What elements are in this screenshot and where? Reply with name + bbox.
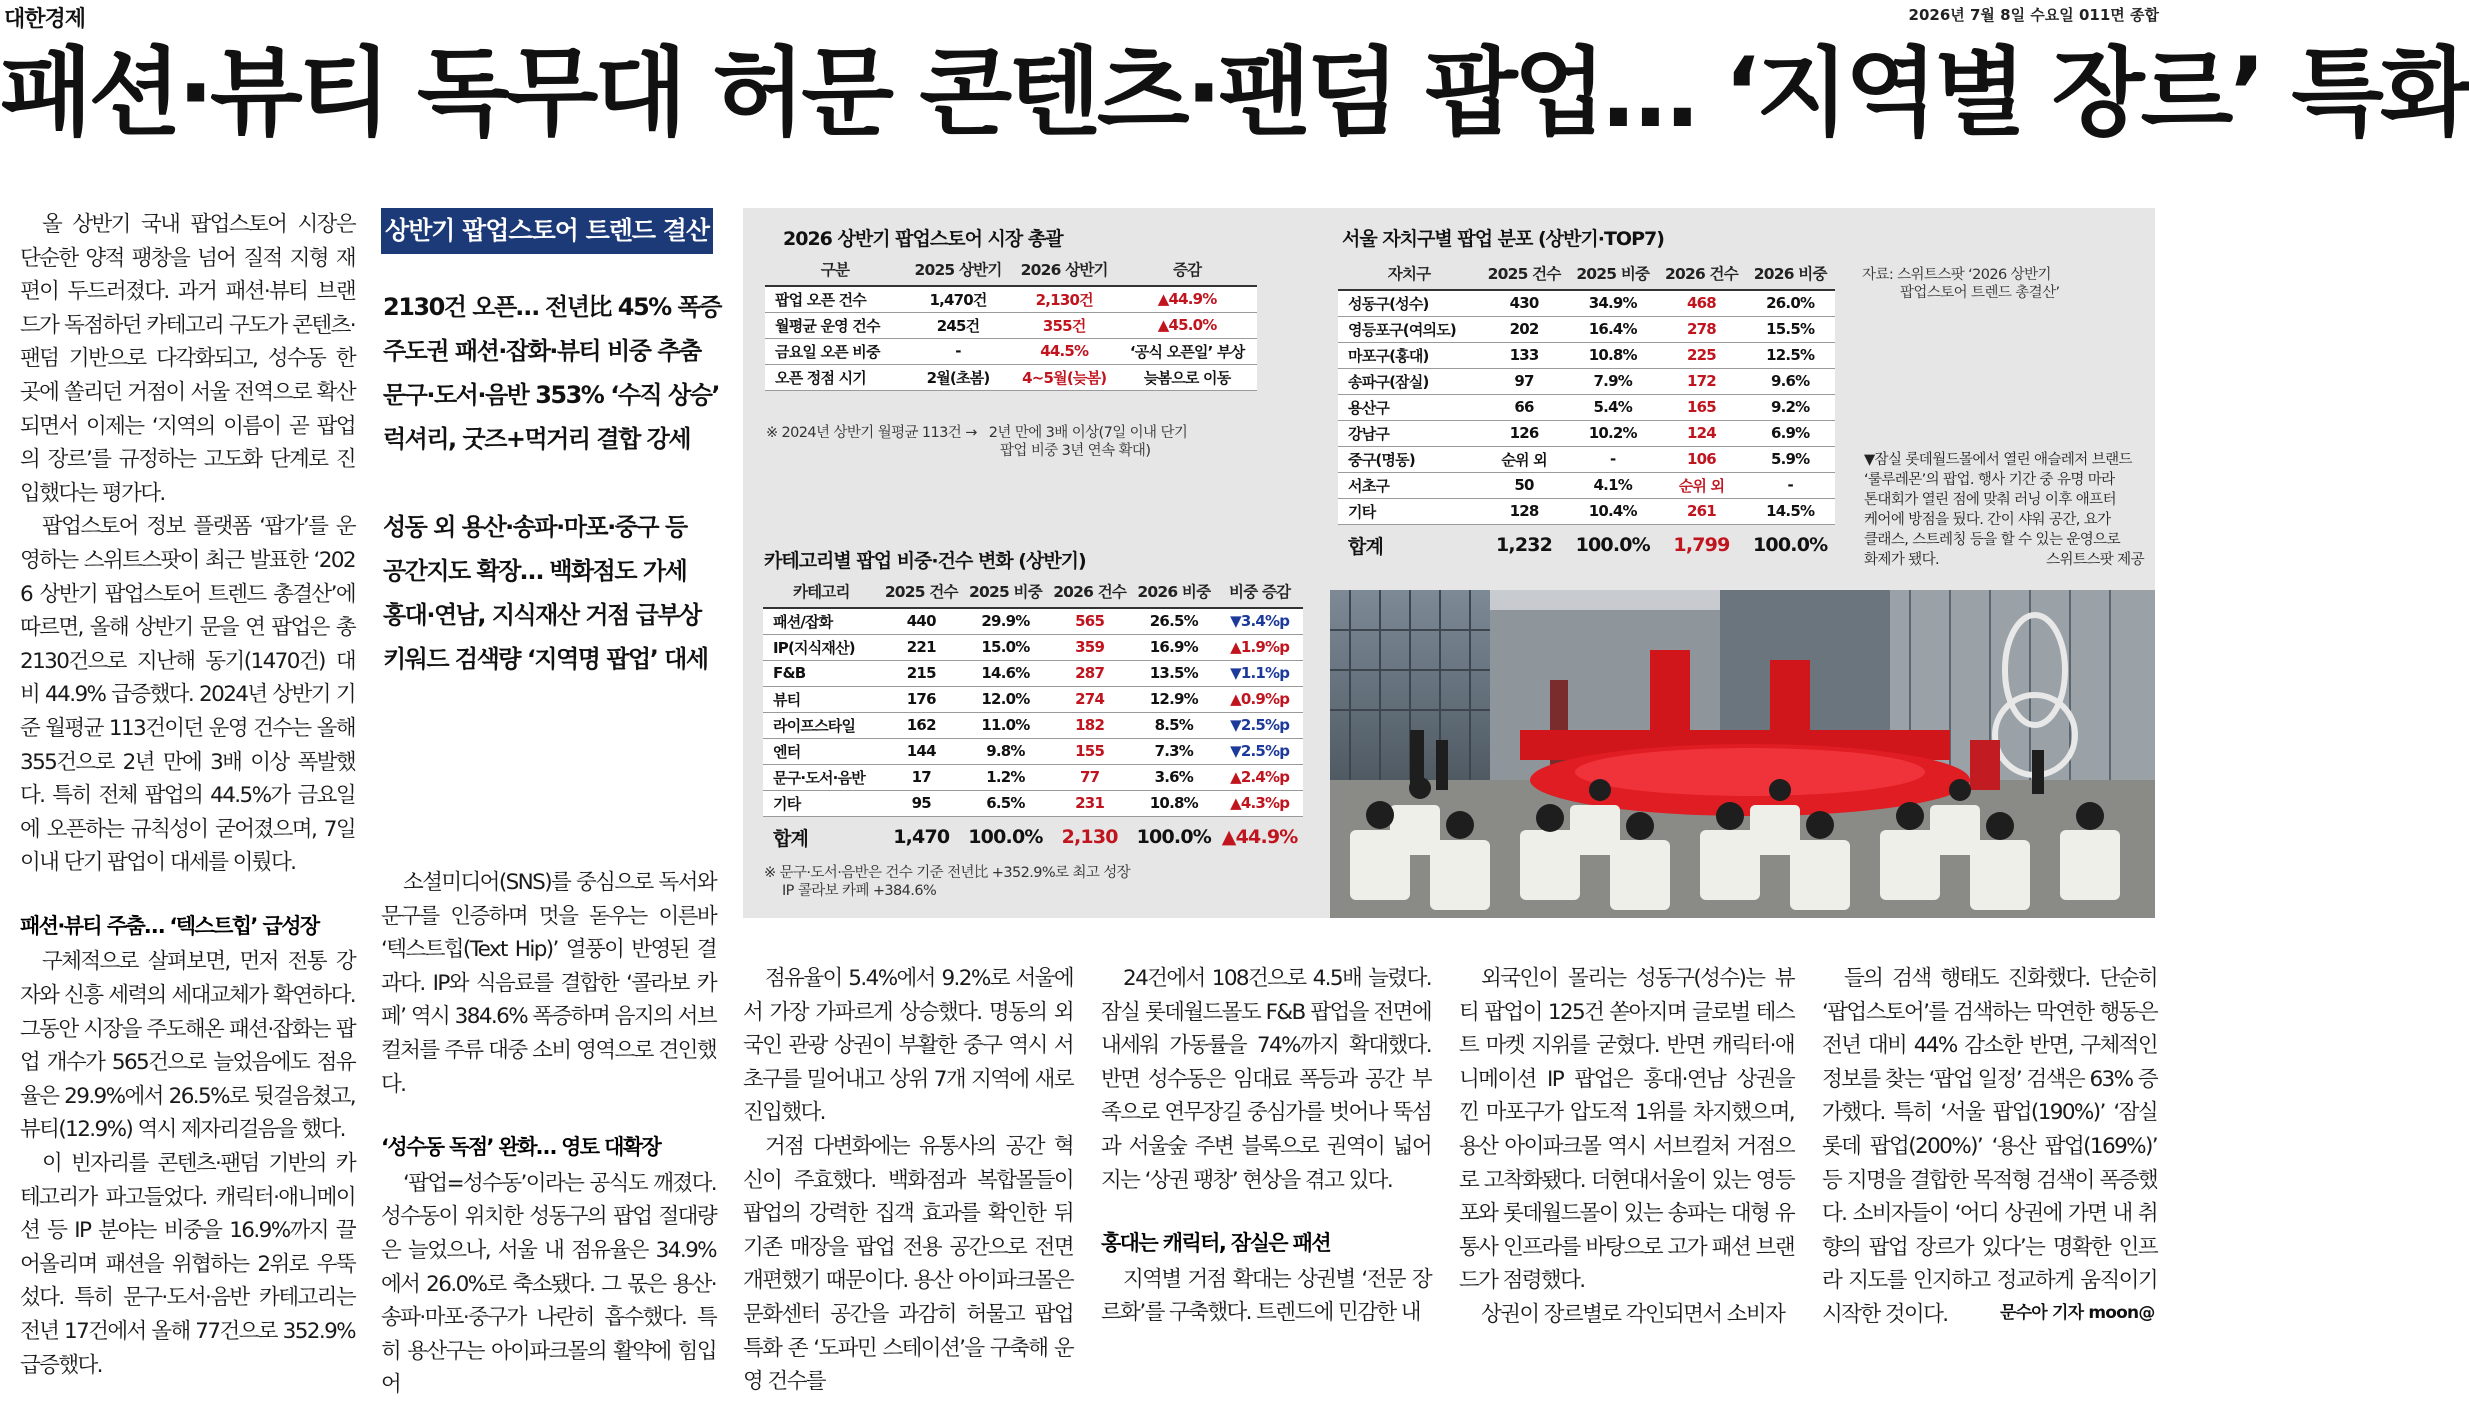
table-cell: 영등포구(여의도) [1338, 316, 1480, 342]
column-header: 비중 증감 [1216, 574, 1303, 608]
table-row [763, 686, 1303, 712]
table-cell: 15.5% [1745, 316, 1835, 342]
section-subhead: 홍대는 캐릭터, 잠실은 패션 [1101, 1231, 1331, 1256]
table-cell: 565 [1048, 608, 1131, 634]
trend-box-title: 상반기 팝업스토어 트렌드 결산 [381, 208, 713, 254]
article-column-2 [381, 866, 716, 1402]
table-cell: 355건 [1011, 312, 1117, 338]
byline: 문수아 기자 moon@ [2000, 1303, 2155, 1323]
photo-credit: 스위트스팟 제공 [2046, 552, 2144, 568]
table-cell: 10.8% [1131, 790, 1216, 816]
body-paragraph: 이 빈자리를 콘텐츠·팬덤 기반의 카테고리가 파고들었다. 캐릭터·애니메이션 등 IP 분야는 비중을 16.9%까지 끌어올리며 패션을 위협하는 2위로 우뚝 섰다. 특히 문구·도서·음반 카테고리는 전년 17건에서 올해 77건으로 352.9% 급증했다. [20, 1151, 355, 1378]
table-cell: 100.0% [1136, 826, 1211, 849]
table-row [763, 790, 1303, 816]
section-subhead: 패션·뷰티 주춤… ‘텍스트힙’ 급성장 [20, 913, 319, 938]
table-row [765, 338, 1257, 364]
table-cell: 26.5% [1131, 608, 1216, 634]
subhead-line: 공간지도 확장… 백화점도 가세 [383, 557, 687, 585]
table-cell: 순위 외 [1658, 472, 1746, 498]
headline: 패션·뷰티 독무대 허문 콘텐츠·팬덤 팝업… ‘지역별 장르’ 특화 [0, 37, 2469, 149]
subheads-b [383, 505, 723, 681]
table-cell: ▲45.0% [1117, 312, 1257, 338]
source-note [1862, 266, 2060, 302]
table-cell: 월평균 운영 건수 [765, 312, 905, 338]
table-cell: 17 [880, 764, 963, 790]
table-cell: 172 [1658, 368, 1746, 394]
table-cell: 50 [1480, 472, 1568, 498]
table-cell: ▲4.3%p [1216, 790, 1303, 816]
caption-line: 케어에 방점을 뒀다. 간이 샤워 공간, 요가 [1864, 512, 2111, 528]
column-header: 2026 건수 [1048, 574, 1131, 608]
table-cell: 13.5% [1131, 660, 1216, 686]
note-text: IP 콜라보 카페 +384.6% [782, 883, 937, 899]
table-cell: 215 [880, 660, 963, 686]
table-cell: 서초구 [1338, 472, 1480, 498]
subhead-line: 주도권 패션·잡화·뷰티 비중 추춤 [383, 337, 701, 365]
table-cell: 97 [1480, 368, 1568, 394]
table-cell: 송파구(잠실) [1338, 368, 1480, 394]
table-cell: 1,232 [1496, 534, 1553, 557]
table-cell: 2,130건 [1011, 286, 1117, 312]
table-cell: 라이프스타일 [763, 712, 880, 738]
section-subhead: ‘성수동 독점’ 완화… 영토 대확장 [381, 1135, 661, 1160]
table-cell: 106 [1658, 446, 1746, 472]
subhead-line: 문구·도서·음반 353% ‘수직 상승’ [383, 381, 720, 409]
column-header: 2025 비중 [1568, 256, 1658, 290]
table-cell: 440 [880, 608, 963, 634]
body-paragraph: 올 상반기 국내 팝업스토어 시장은 단순한 양적 팽창을 넘어 질적 지형 재편이 두드러졌다. 과거 패션·뷰티 브랜드가 독점하던 카테고리 구도가 콘텐츠·팬덤 기반으로 다각화되고, 성수동 한 곳에 쏠리던 거점이 서울 전역으로 확산되면서 이제는 ‘지역의 이름이 곧 팝업의 장르’를 규정하는 고도화 단계로 진입했다는 평가다. [20, 212, 355, 506]
article-column-5 [1459, 962, 1794, 1332]
table-row [763, 712, 1303, 738]
table-cell: 221 [880, 634, 963, 660]
column-header: 2025 비중 [963, 574, 1048, 608]
table-cell: ▲44.9% [1117, 286, 1257, 312]
note-text: ※ 2024년 상반기 월평균 113건 → [766, 425, 977, 441]
table-cell: 순위 외 [1480, 446, 1568, 472]
body-paragraph: 소셜미디어(SNS)를 중심으로 독서와 문구를 인증하며 멋을 돋우는 이른바 ‘텍스트힙(Text Hip)’ 열풍이 반영된 결과다. IP와 식음료를 결합한 ‘콜라보 카페’ 역시 384.6% 폭증하며 음지의 서브컬처를 주류 대중 소비 영역으로 견인했다. [381, 870, 716, 1097]
table-cell: F&B [763, 660, 880, 686]
event-photo [1330, 590, 2155, 918]
caption-line: 톤대회가 열린 점에 맞춰 러닝 이후 애프터 [1864, 492, 2116, 508]
column-header: 구분 [765, 252, 905, 286]
table-cell: 162 [880, 712, 963, 738]
table-cell: 7.9% [1568, 368, 1658, 394]
table-cell: 100.0% [1575, 534, 1650, 557]
table-row [763, 764, 1303, 790]
subhead-line: 키워드 검색량 ‘지역명 팝업’ 대세 [383, 645, 708, 673]
table-cell: 225 [1658, 342, 1746, 368]
district-table-title: 서울 자치구별 팝업 분포 (상반기·TOP7) [1342, 228, 1664, 250]
table-row [1338, 420, 1835, 446]
column-header: 2026 상반기 [1011, 252, 1117, 286]
table-cell: 176 [880, 686, 963, 712]
table-cell: 231 [1048, 790, 1131, 816]
table-cell: 4~5월(늦봄) [1011, 364, 1117, 390]
table-cell: 29.9% [963, 608, 1048, 634]
body-paragraph: 팝업스토어 정보 플랫폼 ‘팝가’를 운영하는 스위트스팟이 최근 발표한 ‘2026 상반기 팝업스토어 트렌드 총결산’에 따르면, 올해 상반기 문을 연 팝업은 총 2130건으로 지난해 동기(1470건) 대비 44.9% 급증했다. 2024년 상반기 기준 월평균 113건이던 운영 건수는 올해 355건으로 2년 만에 3배 이상 폭발했다. 특히 전체 팝업의 44.5%가 금요일에 오픈하는 규칙성이 굳어졌으며, 7일 이내 단기 팝업이 대세를 이뤘다. [20, 514, 355, 876]
table-cell: ▼3.4%p [1216, 608, 1303, 634]
table-cell: 금요일 오픈 비중 [765, 338, 905, 364]
body-paragraph: 들의 검색 행태도 진화했다. 단순히 ‘팝업스토어’를 검색하는 막연한 행동은 전년 대비 44% 감소한 반면, 구체적인 정보를 찾는 ‘팝업 일정’ 검색은 63% 증가했다. 특히 ‘서울 팝업(190%)’ ‘잠실 롯데 팝업(200%)’ ‘용산 팝업(169%)’ 등 지명을 결합한 목적형 검색이 폭증했다. 소비자들이 ‘어디 상권에 가면 내 취향의 팝업 장르가 있다’는 명확한 인프라 지도를 인지하고 정교하게 움직이기 시작한 것이다. [1822, 966, 2157, 1327]
market-table-title: 2026 상반기 팝업스토어 시장 총괄 [783, 228, 1063, 250]
table-cell: 패션/잡화 [763, 608, 880, 634]
table-cell: 뷰티 [763, 686, 880, 712]
table-cell: 100.0% [968, 826, 1043, 849]
category-table-title: 카테고리별 팝업 비중·건수 변화 (상반기) [764, 550, 1086, 572]
table-cell: 합계 [773, 827, 809, 850]
table-cell: 278 [1658, 316, 1746, 342]
note-text: ※ 문구·도서·음반은 건수 기준 전년比 +352.9%로 최고 성장 [764, 865, 1131, 881]
publication-name: 대한경제 [4, 7, 86, 32]
body-paragraph: 구체적으로 살펴보면, 먼저 전통 강자와 신흥 세력의 세대교체가 확연하다. 그동안 시장을 주도해온 패션·잡화는 팝업 개수가 565건으로 늘었음에도 점유율은 29.9%에서 26.5%로 뒷걸음쳤고, 뷰티(12.9%) 역시 제자리걸음을 했다. [20, 949, 355, 1143]
category-note [764, 864, 1130, 900]
table-cell: 9.2% [1745, 394, 1835, 420]
table-cell: 오픈 정점 시기 [765, 364, 905, 390]
body-paragraph: ‘팝업=성수동’이라는 공식도 깨졌다. 성수동이 위치한 성동구의 팝업 절대량은 늘었으나, 서울 내 점유율은 34.9%에서 26.0%로 축소됐다. 그 몫은 용산·송파·마포·중구가 나란히 흡수했다. 특히 용산구는 아이파크몰의 활약에 힘입어 [381, 1170, 716, 1398]
table-cell: 7.3% [1131, 738, 1216, 764]
table-cell: 274 [1048, 686, 1131, 712]
table-cell: ▲0.9%p [1216, 686, 1303, 712]
table-cell: 128 [1480, 498, 1568, 524]
table-cell: 중구(명동) [1338, 446, 1480, 472]
table-cell: 팝업 오픈 건수 [765, 286, 905, 312]
article-column-3 [743, 962, 1073, 1399]
body-paragraph: 점유율이 5.4%에서 9.2%로 서울에서 가장 가파르게 상승했다. 명동의 외국인 관광 상권이 부활한 중구 역시 서초구를 밀어내고 상위 7개 지역에 새로 진입했다. [743, 966, 1073, 1126]
table-row [763, 660, 1303, 686]
table-cell: 12.9% [1131, 686, 1216, 712]
table-row [1338, 290, 1835, 316]
table-cell: 155 [1048, 738, 1131, 764]
table-cell: 10.8% [1568, 342, 1658, 368]
body-paragraph: 거점 다변화에는 유통사의 공간 혁신이 주효했다. 백화점과 복합몰들이 팝업의 강력한 집객 효과를 확인한 뒤 기존 매장을 팝업 전용 공간으로 전면 개편했기 때문이다. 용산 아이파크몰은 문화센터 공간을 과감히 허물고 팝업 특화 존 ‘도파민 스테이션’을 구축해 운영 건수를 [743, 1133, 1073, 1395]
caption-text: 화제가 됐다. [1864, 552, 1940, 568]
column-header: 자치구 [1338, 256, 1480, 290]
table-row [1338, 342, 1835, 368]
table-cell: ▼2.5%p [1216, 738, 1303, 764]
subheads-a [383, 285, 723, 461]
table-cell: IP(지식재산) [763, 634, 880, 660]
table-cell: - [1745, 472, 1835, 498]
table-cell: 245건 [905, 312, 1011, 338]
table-cell: 5.4% [1568, 394, 1658, 420]
table-cell: 66 [1480, 394, 1568, 420]
table-cell: 144 [880, 738, 963, 764]
table-cell: 14.6% [963, 660, 1048, 686]
market-note [766, 424, 1187, 460]
table-cell: 1.2% [963, 764, 1048, 790]
table-cell: 성동구(성수) [1338, 290, 1480, 316]
body-paragraph: 24건에서 108건으로 4.5배 늘렸다. 잠실 롯데월드몰도 F&B 팝업을 전면에 내세워 가동률을 74%까지 확대했다. 반면 성수동은 임대료 폭등과 공간 부족으로 연무장길 중심가를 벗어나 뚝섬과 서울숲 주변 블록으로 권역이 넓어지는 ‘상권 팽창’ 현상을 겪고 있다. [1101, 966, 1431, 1193]
table-row [765, 312, 1257, 338]
table-cell: 359 [1048, 634, 1131, 660]
table-cell: 16.4% [1568, 316, 1658, 342]
district-table [1338, 256, 1835, 566]
caption-line [1864, 550, 2144, 570]
table-cell: 261 [1658, 498, 1746, 524]
column-header: 2026 비중 [1131, 574, 1216, 608]
table-cell: 5.9% [1745, 446, 1835, 472]
subhead-line: 홍대·연남, 지식재산 거점 급부상 [383, 601, 701, 629]
table-row [1338, 446, 1835, 472]
column-header: 2026 건수 [1658, 256, 1746, 290]
column-header: 2025 건수 [1480, 256, 1568, 290]
table-cell: 3.6% [1131, 764, 1216, 790]
table-row [763, 634, 1303, 660]
subhead-line: 성동 외 용산·송파·마포·중구 등 [383, 513, 687, 541]
table-cell: 11.0% [963, 712, 1048, 738]
table-cell: 287 [1048, 660, 1131, 686]
table-total-row [763, 816, 1303, 858]
note-text: 팝업 비중 3년 연속 확대) [1000, 443, 1151, 459]
table-cell: 강남구 [1338, 420, 1480, 446]
table-cell: 15.0% [963, 634, 1048, 660]
market-summary-table [765, 252, 1257, 391]
table-cell: ▲1.9%p [1216, 634, 1303, 660]
table-cell: 126 [1480, 420, 1568, 446]
table-cell: 9.6% [1745, 368, 1835, 394]
column-header: 2025 상반기 [905, 252, 1011, 286]
column-header: 2026 비중 [1745, 256, 1835, 290]
note-text: 자료: 스위트스팟 ‘2026 상반기 [1862, 267, 2051, 283]
photo-illustration [1330, 590, 2155, 918]
category-table [763, 574, 1303, 858]
body-paragraph: 지역별 거점 확대는 상권별 ‘전문 장르화’를 구축했다. 트렌드에 민감한 내 [1101, 1266, 1431, 1326]
table-row [1338, 316, 1835, 342]
note-text: 팝업스토어 트렌드 총결산’ [1900, 285, 2060, 301]
table-cell: 기타 [763, 790, 880, 816]
caption-line: ▼잠실 롯데월드몰에서 열린 애슬레저 브랜드 [1864, 452, 2132, 468]
caption-line: 클래스, 스트레칭 등을 할 수 있는 운영으로 [1864, 532, 2120, 548]
table-cell: 4.1% [1568, 472, 1658, 498]
table-cell: 합계 [1348, 535, 1384, 558]
table-cell: 마포구(홍대) [1338, 342, 1480, 368]
caption-line: ‘룰루레몬’의 팝업. 행사 기간 중 유명 마라 [1864, 472, 2115, 488]
column-header: 2025 건수 [880, 574, 963, 608]
article-column-6 [1822, 962, 2157, 1332]
table-row [765, 364, 1257, 390]
table-cell: ▼1.1%p [1216, 660, 1303, 686]
table-cell: 77 [1048, 764, 1131, 790]
table-cell: 12.0% [963, 686, 1048, 712]
table-cell: 16.9% [1131, 634, 1216, 660]
table-cell: 430 [1480, 290, 1568, 316]
table-row [765, 286, 1257, 312]
table-cell: - [905, 338, 1011, 364]
table-row [1338, 394, 1835, 420]
table-cell: 133 [1480, 342, 1568, 368]
table-cell: 늦봄으로 이동 [1117, 364, 1257, 390]
table-cell: 10.2% [1568, 420, 1658, 446]
table-cell: 165 [1658, 394, 1746, 420]
photo-caption [1864, 450, 2144, 570]
table-cell: ▲2.4%p [1216, 764, 1303, 790]
table-cell: 9.8% [963, 738, 1048, 764]
note-text: 2년 만에 3배 이상(7일 이내 단기 [988, 425, 1188, 441]
table-cell: 12.5% [1745, 342, 1835, 368]
table-cell: 100.0% [1753, 534, 1828, 557]
table-cell: 202 [1480, 316, 1568, 342]
table-row [1338, 368, 1835, 394]
table-cell: 34.9% [1568, 290, 1658, 316]
table-cell: ▼2.5%p [1216, 712, 1303, 738]
body-paragraph: 외국인이 몰리는 성동구(성수)는 뷰티 팝업이 125건 쏟아지며 글로벌 테스트 마켓 지위를 굳혔다. 반면 캐릭터·애니메이션 IP 팝업은 홍대·연남 상권을 낀 마포구가 압도적 1위를 차지했으며, 용산 아이파크몰 역시 서브컬처 거점으로 고착화됐다. 더현대서울이 있는 영등포와 롯데월드몰이 있는 송파는 대형 유통사 인프라를 바탕으로 고가 패션 브랜드가 점령했다. [1459, 966, 1794, 1294]
table-cell: 1,470 [893, 826, 950, 849]
table-cell: 10.4% [1568, 498, 1658, 524]
table-cell: 1,470건 [905, 286, 1011, 312]
table-cell: - [1568, 446, 1658, 472]
table-cell: 44.5% [1011, 338, 1117, 364]
subhead-line: 2130건 오픈… 전년比 45% 폭증 [383, 293, 721, 321]
table-total-row [1338, 524, 1835, 566]
table-cell: 6.5% [963, 790, 1048, 816]
table-row [1338, 498, 1835, 524]
column-header: 증감 [1117, 252, 1257, 286]
table-cell: 8.5% [1131, 712, 1216, 738]
table-cell: 기타 [1338, 498, 1480, 524]
table-cell: ‘공식 오픈일’ 부상 [1117, 338, 1257, 364]
table-cell: 엔터 [763, 738, 880, 764]
article-column-1 [20, 208, 355, 1382]
table-cell: 26.0% [1745, 290, 1835, 316]
table-cell: 95 [880, 790, 963, 816]
table-cell: 6.9% [1745, 420, 1835, 446]
table-row [1338, 472, 1835, 498]
table-row [763, 608, 1303, 634]
subhead-line: 럭셔리, 굿즈+먹거리 결합 강세 [383, 425, 691, 453]
table-cell: 14.5% [1745, 498, 1835, 524]
table-cell: ▲44.9% [1221, 826, 1298, 849]
table-cell: 문구·도서·음반 [763, 764, 880, 790]
table-cell: 468 [1658, 290, 1746, 316]
table-cell: 1,799 [1673, 534, 1730, 557]
article-column-4 [1101, 962, 1431, 1330]
body-paragraph: 상권이 장르별로 각인되면서 소비자 [1481, 1301, 1785, 1327]
table-cell: 182 [1048, 712, 1131, 738]
table-cell: 2월(초봄) [905, 364, 1011, 390]
table-cell: 124 [1658, 420, 1746, 446]
column-header: 카테고리 [763, 574, 880, 608]
table-row [763, 738, 1303, 764]
table-cell: 용산구 [1338, 394, 1480, 420]
dateline: 2026년 7월 8일 수요일 011면 종합 [1908, 6, 2159, 24]
table-cell: 2,130 [1061, 826, 1118, 849]
